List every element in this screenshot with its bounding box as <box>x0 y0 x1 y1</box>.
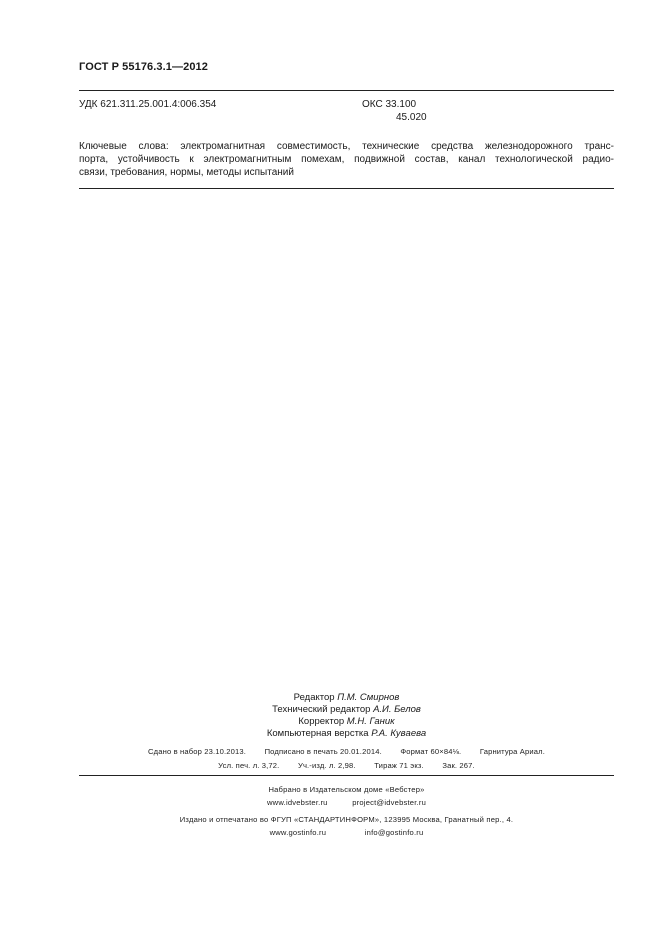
typeset-website[interactable]: www.idvebster.ru <box>267 798 328 807</box>
oks-code-1: ОКС 33.100 <box>362 99 417 110</box>
keywords-block <box>79 140 614 179</box>
printed-website[interactable]: www.gostinfo.ru <box>269 828 327 837</box>
typeface: Гарнитура Ариал. <box>479 747 545 756</box>
paper-format: Формат 60×84⅛. <box>400 747 462 756</box>
order-number: Зак. 267. <box>442 761 475 770</box>
udc-code: УДК 621.311.25.001.4:006.354 <box>79 99 217 110</box>
printed-contacts <box>79 828 614 837</box>
print-run: Тираж 71 экз. <box>374 761 424 770</box>
oks-code-2: 45.020 <box>396 112 427 123</box>
tech-editor-line <box>79 704 614 716</box>
keywords-line: связи, требования, нормы, методы испытаний <box>79 167 294 178</box>
printed-email[interactable]: info@gostinfo.ru <box>364 828 424 837</box>
standard-designation: ГОСТ Р 55176.3.1—2012 <box>79 61 208 73</box>
keywords-divider <box>79 188 614 189</box>
corrector-line <box>79 716 614 728</box>
corrector-label: Корректор <box>298 716 345 727</box>
typeset-contacts <box>79 798 614 807</box>
keywords-line: Ключевые слова: электромагнитная совместимость, технические средства железнодорожного транс- <box>79 141 614 152</box>
tech-editor-label: Технический редактор <box>272 704 371 715</box>
tech-editor-name: А.И. Белов <box>373 704 421 715</box>
editor-name: П.М. Смирнов <box>337 692 400 703</box>
typeset-email[interactable]: project@idvebster.ru <box>352 798 426 807</box>
imprint-line-1 <box>79 747 614 756</box>
editor-line <box>79 692 614 704</box>
signed-date: Подписано в печать 20.01.2014. <box>264 747 382 756</box>
layout-label: Компьютерная верстка <box>266 728 369 739</box>
editor-label: Редактор <box>293 692 335 703</box>
top-divider <box>79 90 614 91</box>
typeset-line: Набрано в Издательском доме «Вебстер» <box>268 785 425 794</box>
imprint-line-2 <box>79 761 614 770</box>
print-sheets: Усл. печ. л. 3,72. <box>218 761 280 770</box>
submitted-date: Сдано в набор 23.10.2013. <box>148 747 247 756</box>
credits-block <box>79 692 614 740</box>
printed-line: Издано и отпечатано во ФГУП «СТАНДАРТИНФОРМ», 123995 Москва, Гранатный пер., 4. <box>179 815 514 824</box>
corrector-name: М.Н. Ганик <box>346 716 395 727</box>
imprint-divider <box>79 775 614 776</box>
layout-line <box>79 728 614 740</box>
publication-sheets: Уч.-изд. л. 2,98. <box>297 761 356 770</box>
keywords-line: порта, устойчивость к электромагнитным помехам, подвижной состав, канал технологической радио- <box>79 154 614 165</box>
layout-name: Р.А. Кувaева <box>371 728 427 739</box>
